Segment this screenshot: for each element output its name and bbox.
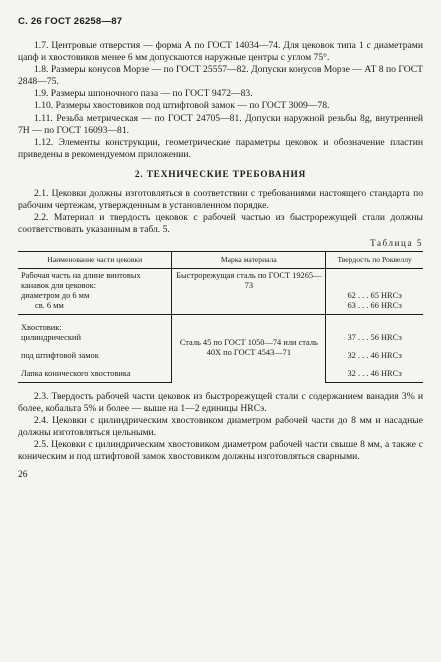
- column-header: Марка материала: [172, 252, 326, 268]
- part-description: диаметром до 6 мм: [21, 291, 90, 301]
- table-caption: Таблица 5: [370, 238, 423, 249]
- part-description: Лапка конического хвостовика: [18, 363, 172, 382]
- document-page: [18, 16, 423, 481]
- hardness-value: 37 . . . 56 HRCэ: [326, 314, 423, 345]
- part-cell: [18, 268, 172, 314]
- part-description: Хвостовик:: [21, 322, 62, 332]
- part-description: цилиндрический: [21, 332, 81, 342]
- hardness-value: 63 . . . 66 HRCэ: [347, 301, 402, 311]
- paragraph-2-3: 2.3. Твердость рабочей части цековок из быстрорежущей стали с содержанием ванадия 3% и более, кобальта 5% и более — выше на 1—2 единицы HRCэ.: [18, 390, 423, 414]
- material-cell: Быстрорежущая сталь по ГОСТ 19265—73: [172, 268, 326, 314]
- table-row: [18, 314, 423, 345]
- paragraph-1-12: 1.12. Элементы конструкции, геометрические параметры цековок и обозначение пластин приведены в рекомендуемом приложении.: [18, 136, 423, 160]
- paragraph-2-5: 2.5. Цековки с цилиндрическим хвостовиком диаметром рабочей части свыше 8 мм, а также с коническим и под штифтовой замок хвостовиком должны изготовляться сварными.: [18, 438, 423, 462]
- part-cell: [18, 314, 172, 345]
- paragraph-1-10: 1.10. Размеры хвостовиков под штифтовой замок — по ГОСТ 3009—78.: [34, 100, 330, 112]
- part-description: св. 6 мм: [35, 301, 64, 311]
- paragraph-1-9: 1.9. Размеры шпоночного паза — по ГОСТ 9472—83.: [34, 88, 253, 100]
- paragraph-1-7: 1.7. Центровые отверстия — форма А по ГОСТ 14034—74. Для цековок типа 1 с диаметрами цапф и хвостовиков менее 6 мм допускаются наружные центры с углом 75°.: [18, 40, 423, 64]
- column-header: Наименование части цековки: [18, 252, 172, 268]
- hardness-cell: [326, 268, 423, 314]
- part-description: Рабочая часть на длине винтовых канавок для цековок:: [21, 270, 141, 290]
- page-header: С. 26 ГОСТ 26258—87: [18, 16, 123, 27]
- paragraph-2-1: 2.1. Цековки должны изготовляться в соответствии с требованиями настоящего стандарта по рабочим чертежам, утвержденным в установленном порядке.: [18, 187, 423, 211]
- hardness-table: [18, 251, 423, 382]
- page-number: 26: [18, 469, 28, 481]
- paragraph-1-8: 1.8. Размеры конусов Морзе — по ГОСТ 25557—82. Допуски конусов Морзе — АТ 8 по ГОСТ 2848—75.: [18, 64, 423, 88]
- hardness-value: 32 . . . 46 HRCэ: [326, 363, 423, 382]
- paragraph-2-2: 2.2. Материал и твердость цековок с рабочей частью из быстрорежущей стали должны соответствовать указанным в табл. 5.: [18, 211, 423, 235]
- table-header-row: [18, 252, 423, 268]
- material-cell: Сталь 45 по ГОСТ 1050—74 или сталь 40Х по ГОСТ 4543—71: [172, 314, 326, 382]
- hardness-value: 32 . . . 46 HRCэ: [326, 345, 423, 363]
- section-title: 2. ТЕХНИЧЕСКИЕ ТРЕБОВАНИЯ: [134, 169, 307, 180]
- column-header: Твердость по Роквеллу: [326, 252, 423, 268]
- hardness-value: 62 . . . 65 HRCэ: [347, 291, 402, 301]
- paragraph-2-4: 2.4. Цековки с цилиндрическим хвостовиком диаметром рабочей части до 8 мм и насадные должны изготовляться цельными.: [18, 414, 423, 438]
- table-row: [18, 268, 423, 314]
- paragraph-1-11: 1.11. Резьба метрическая — по ГОСТ 24705—81. Допуски наружной резьбы 8g, внутренней 7Н — по ГОСТ 16093—81.: [18, 112, 423, 136]
- part-description: под штифтовой замок: [21, 351, 99, 361]
